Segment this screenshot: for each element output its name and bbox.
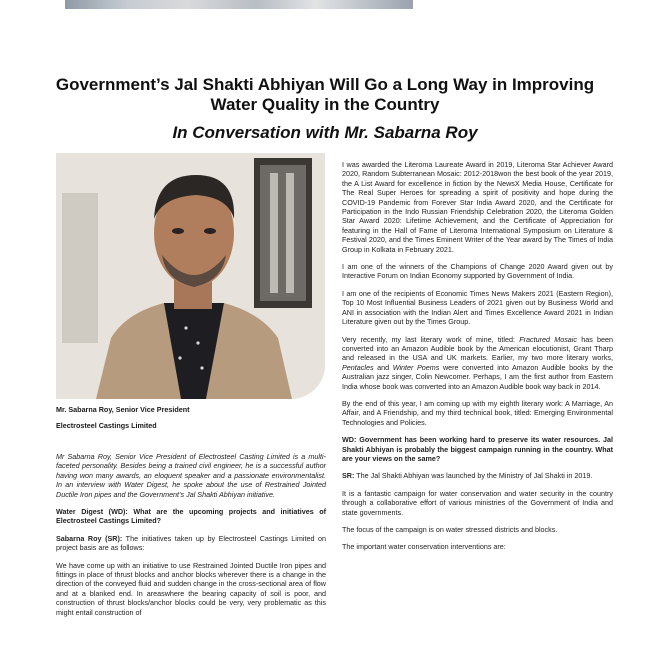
recipients-paragraph: I am one of the recipients of Economic Times News Makers 2021 (Eastern Region), Top 10 Most Influential Business Leaders of 2021 given out by Business World and ANI in association with the Indian Alert and Times Excellence Award 2021 in Indian Literature given out by the Times Group.	[342, 288, 613, 327]
intro-paragraph: Mr Sabarna Roy, Senior Vice President of Electrosteel Casting Limited is a multi-faceted personality. Besides being a trained civil engineer, he is a successful author having won many awards, an eloquent speaker and a passionate environmentalist. In an interview with Water Digest, he spoke about the use of Restrained Jointed Ductile Iron pipes and the Government’s Jal Shakti Abhiyan initiative.	[56, 452, 326, 499]
answer-2-text: The Jal Shakti Abhiyan was launched by the Ministry of Jal Shakti in 2019.	[354, 471, 593, 481]
book-title-fractured-mosaic: Fractured Mosaic	[519, 334, 577, 344]
audible-paragraph	[342, 335, 613, 391]
campaign-paragraph: It is a fantastic campaign for water conservation and water security in the country through a collaborative effort of various ministries of the Government of India and state governments.	[342, 488, 613, 517]
article-subhead: In Conversation with Mr. Sabarna Roy	[172, 123, 478, 142]
question-1: Water Digest (WD): What are the upcoming projects and initiatives of Electrosteel Castings Limited?	[56, 507, 326, 526]
photo-caption-company: Electrosteel Castings Limited	[56, 421, 157, 430]
interventions-paragraph: The important water conservation interventions are:	[342, 542, 506, 552]
champions-paragraph: I am one of the winners of the Champions of Change 2020 Award given out by Interactive Forum on Indian Economy supported by Government of India.	[342, 262, 613, 281]
portrait-photo	[56, 153, 325, 399]
answer-1-speaker: Sabarna Roy (SR):	[56, 533, 123, 543]
book-title-winter-poems: Winter Poems	[392, 362, 440, 372]
portrait-illustration	[56, 153, 325, 399]
article-headline: Government’s Jal Shakti Abhiyan Will Go a Long Way in Improving Water Quality in the Country	[55, 75, 595, 114]
awards-paragraph: I was awarded the Literoma Laureate Award in 2019, Literoma Star Achiever Award 2020, Random Subterranean Mosaic: 2012-2018won the best book of the year 2019, the A List Award for excellence in fiction by the NewsX Media House, Certificate for The Real Super Heroes for spreading a spirit of positivity and hope during the COVID-19 Pandemic from Forever Star India Award 2020, and the Certificate for Participation in the Indo Russian Friendship Celebration 2020, the Literoma Golden Star Award 2020: Lifetime Achievement, and the Certificate of Appreciation for featuring in the Hall of Fame of Literoma International Symposium on Literature & Festival 2020, and the Times Eminent Writer of the Year award by The Times of India Group in Kolkata in February 2021.	[342, 160, 613, 254]
audible-text-3: and	[373, 362, 393, 372]
answer-2-speaker: SR:	[342, 471, 355, 481]
top-photo-strip	[65, 0, 413, 9]
right-column	[342, 160, 613, 560]
audible-text-4: were converted into Amazon Audible books by the Australian jazz singer, Colin Newcomer. Perhaps, I am the first author from Eastern India whose book was converted into an Amazon Audible book way back in 2014.	[342, 362, 613, 391]
left-column	[56, 452, 326, 625]
question-2: WD: Government has been working hard to preserve its water resources. Jal Shakti Abhiyan is probably the biggest campaign running in the country. What are your views on the same?	[342, 435, 613, 463]
audible-text-2: has been converted into an Amazon Audible book by the American elocutionist, Grant Tharp and released in the USA and UK markets. Earlier, my two more literary works,	[342, 334, 613, 363]
answer-1-text: The initiatives taken up by Electrosteel Castings Limited on project basis are as follows:	[56, 533, 327, 553]
audible-text-1: Very recently, my last literary work of mine, titled:	[342, 334, 520, 344]
eighth-work-paragraph: By the end of this year, I am coming up with my eighth literary work: A Marriage, An Affair, and A Friendship, and my third technical book, titled: Emerging Environmental Technologies and Policies.	[342, 398, 613, 427]
paragraph-restrained-pipes: We have come up with an initiative to use Restrained Jointed Ductile Iron pipes and fittings in place of thrust blocks and anchor blocks wherever there is a change in the direction of the conveyed fluid and sudden change in the cross-sectional area of flow and at a blanked end. In areaswhere the bearing capacity of soil is poor, and construction of thrust blocks/anchor blocks could be very, very problematic as this might entail construction of	[56, 560, 326, 617]
focus-paragraph: The focus of the campaign is on water stressed districts and blocks.	[342, 525, 558, 534]
answer-1	[56, 534, 326, 553]
book-title-pentacles: Pentacles	[342, 362, 374, 372]
photo-caption-name: Mr. Sabarna Roy, Senior Vice President	[56, 405, 190, 414]
answer-2	[342, 471, 613, 480]
